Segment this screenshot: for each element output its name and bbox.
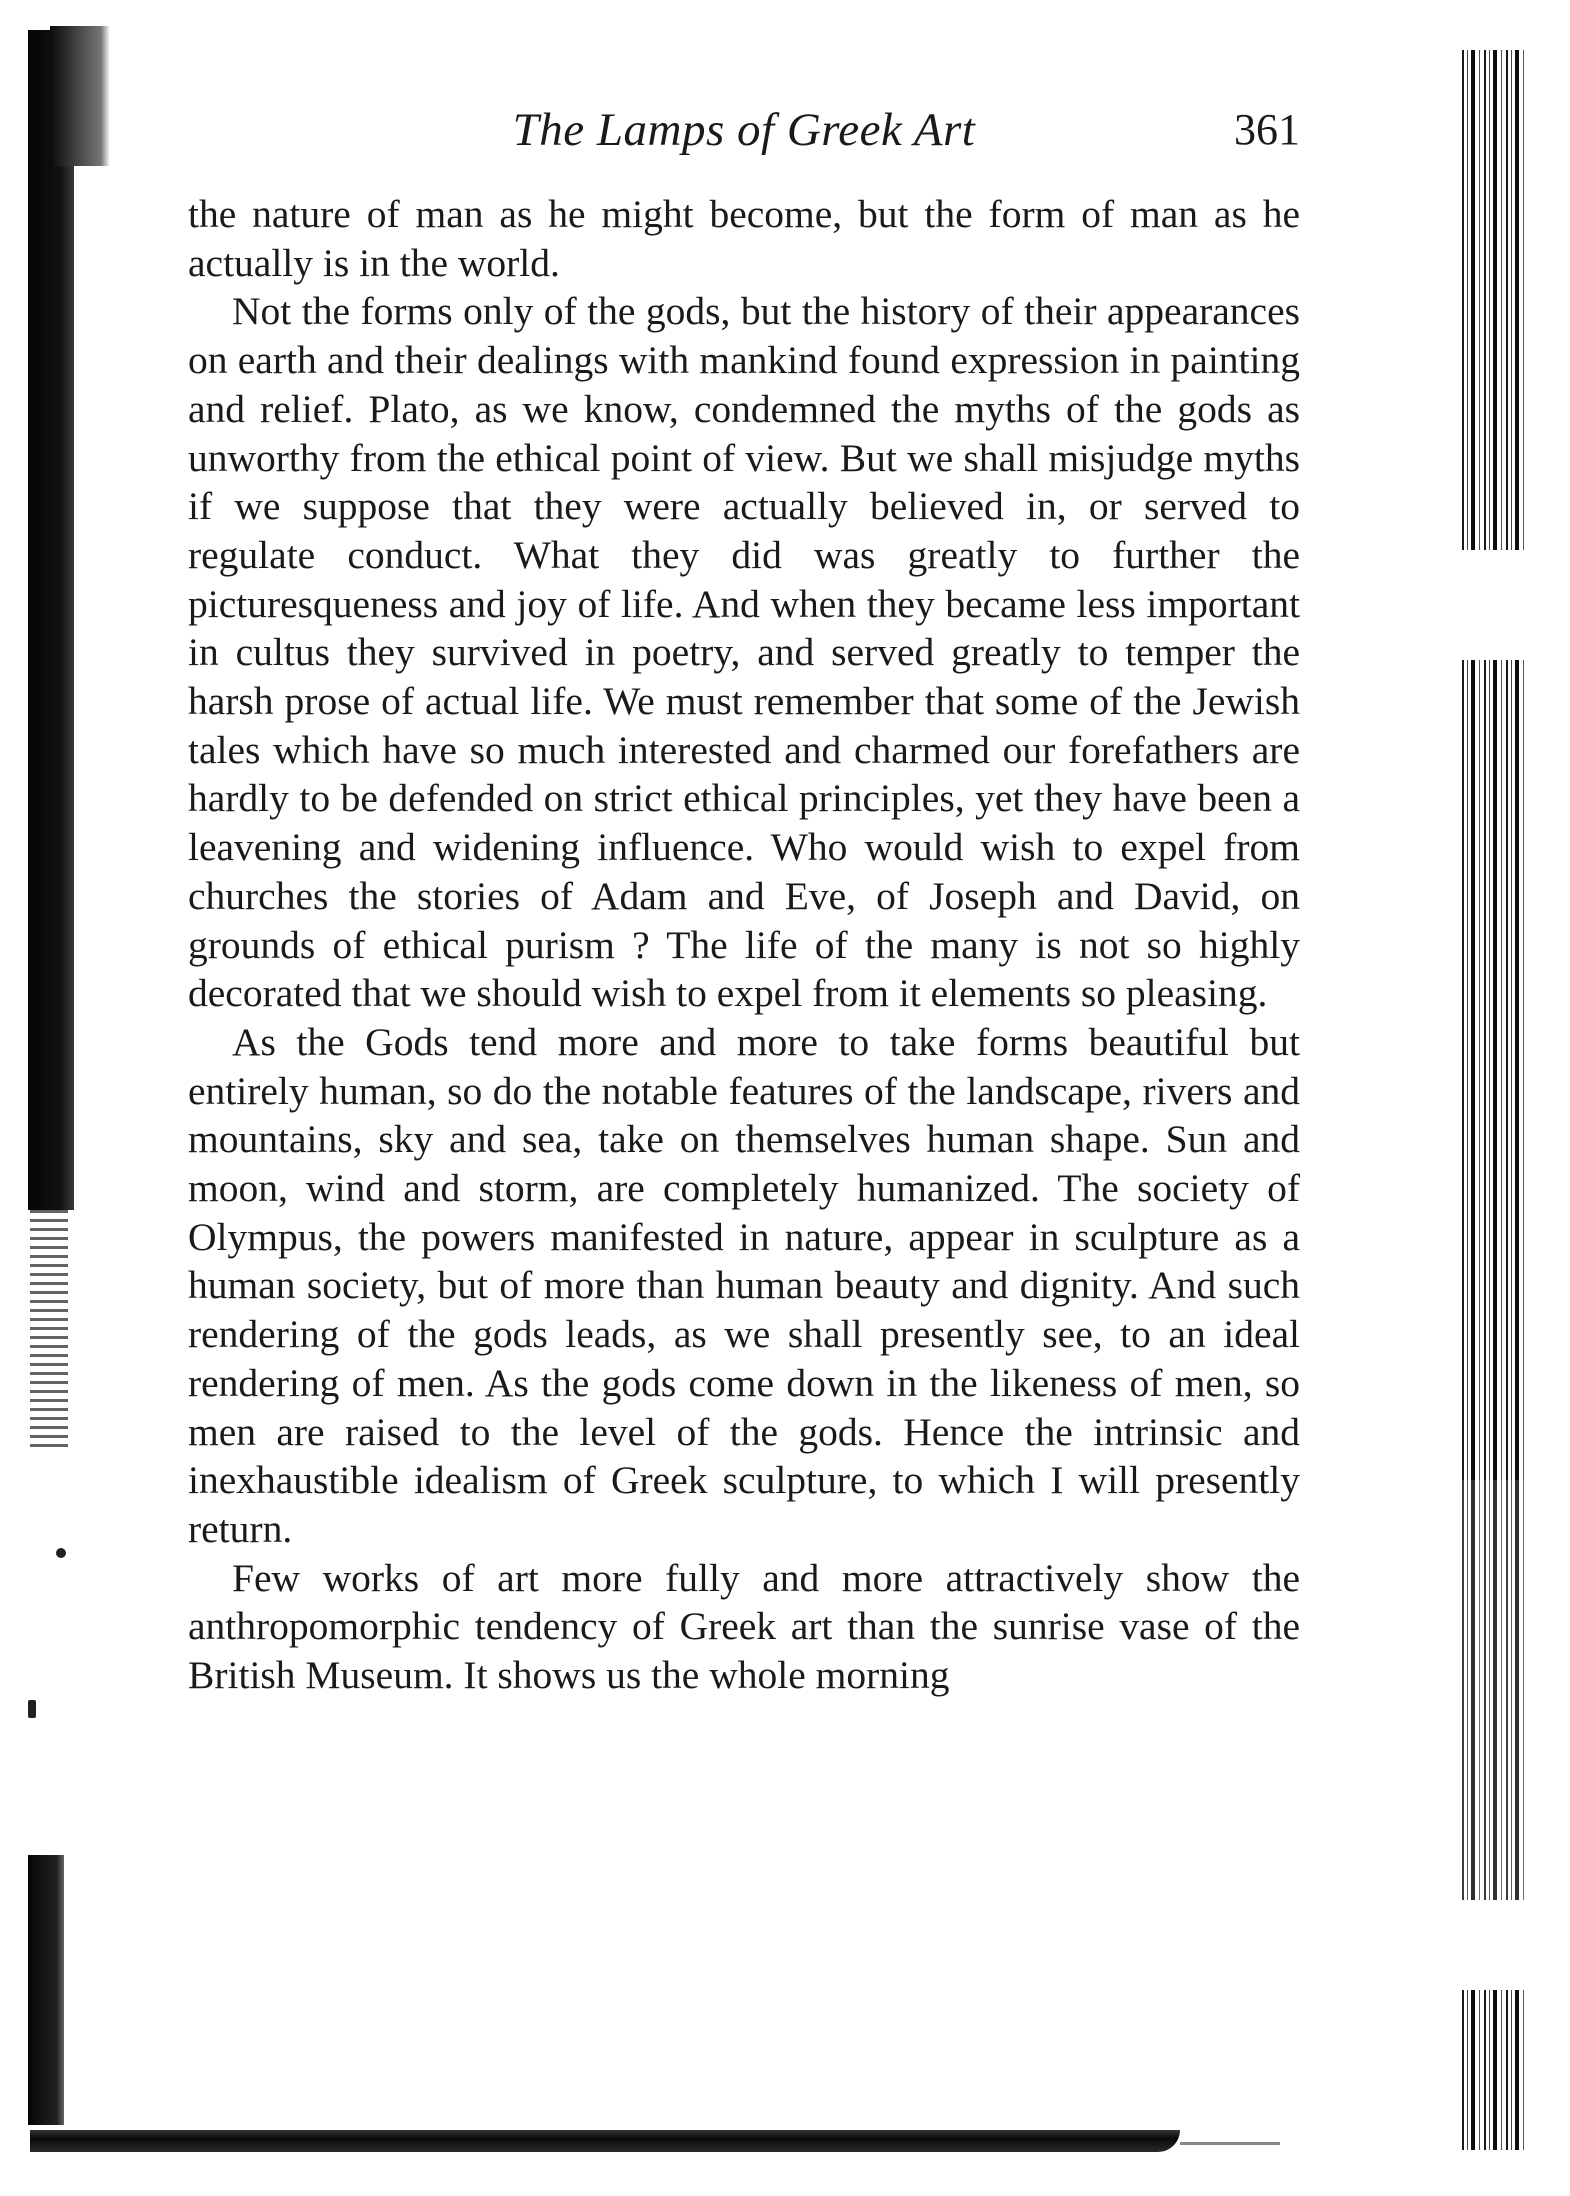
margin-speck: [56, 1548, 66, 1558]
paragraph: Not the forms only of the gods, but the history of their appearances on earth and their dealings with mankind found expression in painting and relief. Plato, as we know, condemned the myths of the gods as unworthy from the ethical point of view. But we shall misjudge myths if we suppose that they were actually believed in, or served to regulate conduct. What they did was greatly to further the picturesqueness and joy of life. And when they became less important in cultus they survived in poetry, and served greatly to temper the harsh prose of actual life. We must remember that some of the Jewish tales which have so much interested and charmed our forefathers are hardly to be defended on strict ethical principles, yet they have been a leavening and widening influence. Who would wish to expel from churches the stories of Adam and Eve, of Joseph and David, on grounds of ethical purism ? The life of the many is not so highly decorated that we should wish to expel from it elements so pleasing.: [188, 289, 1300, 1016]
scan-edge-right-3: [1462, 1480, 1528, 1900]
paragraph: the nature of man as he might become, but the form of man as he actually is in the world.: [188, 192, 1300, 285]
scan-shadow-bottom: [30, 2130, 1180, 2152]
scan-shadow-left-bottom: [28, 1855, 64, 2125]
running-head: [188, 100, 1300, 160]
page-number: 361: [1234, 105, 1300, 154]
scan-edge-right-1: [1462, 50, 1528, 550]
scan-shadow-left-top: [50, 26, 110, 166]
margin-speck: [28, 1700, 36, 1718]
scan-edge-right-2: [1462, 660, 1528, 1480]
scan-shadow-bottom-fade: [1180, 2142, 1280, 2145]
scan-shadow-left: [28, 30, 74, 1210]
paragraph: Few works of art more fully and more attractively show the anthropomorphic tendency of Greek art than the sunrise vase of the British Museum. It shows us the whole morning: [188, 1555, 1300, 1698]
body-text: [188, 190, 1300, 1700]
paragraph: As the Gods tend more and more to take forms beautiful but entirely human, so do the notable features of the landscape, rivers and mountains, sky and sea, take on themselves human shape. Sun and moon, wind and storm, are completely humanized. The society of Olympus, the powers manifested in nature, appear in sculpture as a human society, but of more than human beauty and dignity. And such rendering of the gods leads, as we shall presently see, to an ideal rendering of men. As the gods come down in the likeness of men, so men are raised to the level of the gods. Hence the intrinsic and inexhaustible idealism of Greek sculpture, to which I will presently return.: [188, 1019, 1300, 1551]
scan-edge-right-4: [1462, 1990, 1528, 2150]
running-title: The Lamps of Greek Art: [512, 104, 976, 156]
scan-specks-left: [30, 1210, 68, 1450]
